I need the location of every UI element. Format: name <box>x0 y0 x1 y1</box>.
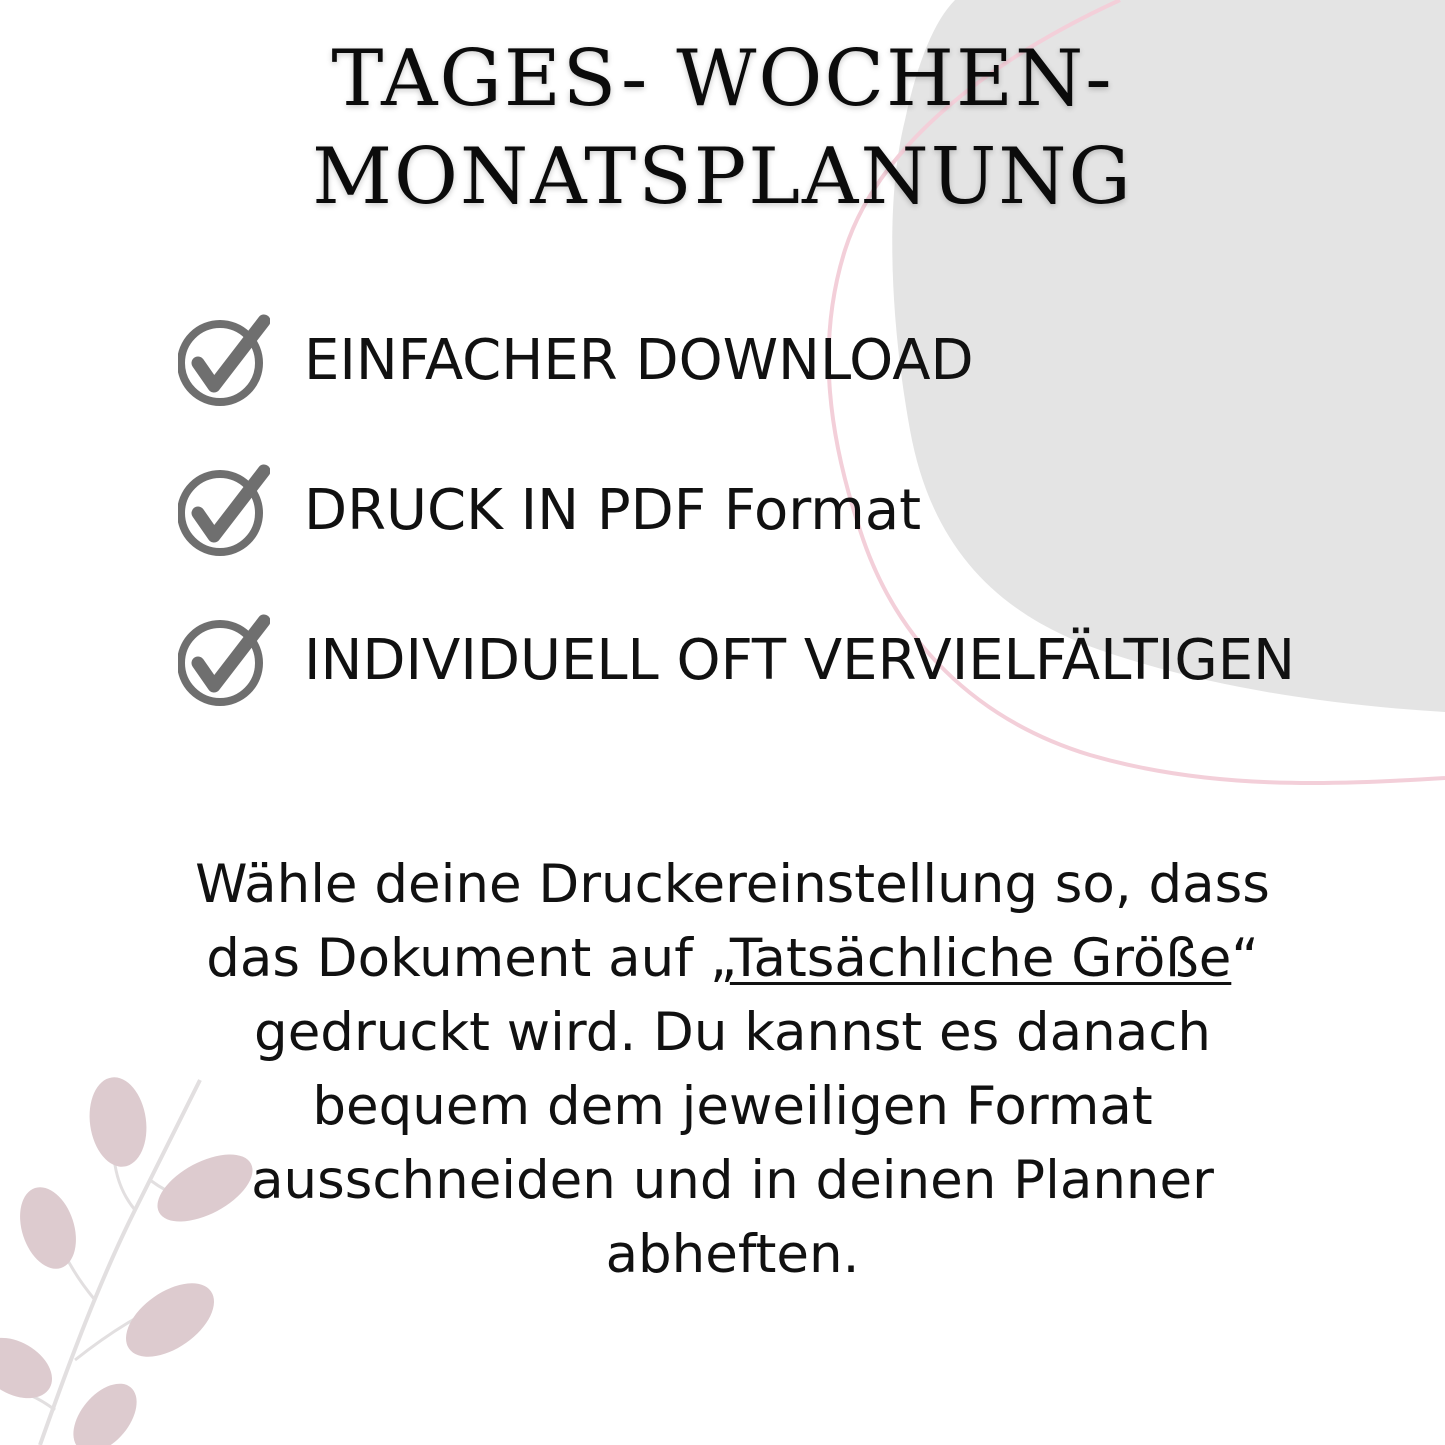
feature-item <box>178 313 1295 408</box>
title-line-1: TAGES- WOCHEN- <box>331 34 1114 124</box>
check-circle-icon <box>178 313 270 408</box>
instructions-line-2-suffix: “ <box>1231 928 1259 989</box>
title-line-2: MONATSPLANUNG <box>312 132 1133 222</box>
feature-label: DRUCK IN PDF Format <box>304 477 922 543</box>
feature-item <box>178 613 1295 708</box>
instructions-line-1: Wähle deine Druckereinstellung so, dass <box>195 854 1270 915</box>
feature-item <box>178 463 1295 558</box>
instructions-line-5: ausschneiden und in deinen Planner <box>251 1150 1214 1211</box>
feature-label: EINFACHER DOWNLOAD <box>304 327 974 393</box>
check-circle-icon <box>178 613 270 708</box>
leaf-shape <box>10 1180 85 1276</box>
feature-list <box>178 313 1295 763</box>
instructions-line-2-prefix: das Dokument auf „ <box>206 928 730 989</box>
check-circle-icon <box>178 463 270 558</box>
page-title <box>0 30 1445 226</box>
feature-label: INDIVIDUELL OFT VERVIELFÄLTIGEN <box>304 627 1296 693</box>
leaf-shape <box>0 1325 63 1410</box>
instructions-line-4: bequem dem jeweiligen Format <box>312 1076 1153 1137</box>
instructions-line-6: abheften. <box>605 1224 860 1285</box>
leaf-shape <box>61 1372 149 1445</box>
instructions-line-2 <box>120 922 1345 996</box>
print-instructions <box>120 848 1345 1292</box>
actual-size-highlight: Tatsächliche Größe <box>729 928 1232 989</box>
instructions-line-3: gedruckt wird. Du kannst es danach <box>254 1002 1211 1063</box>
